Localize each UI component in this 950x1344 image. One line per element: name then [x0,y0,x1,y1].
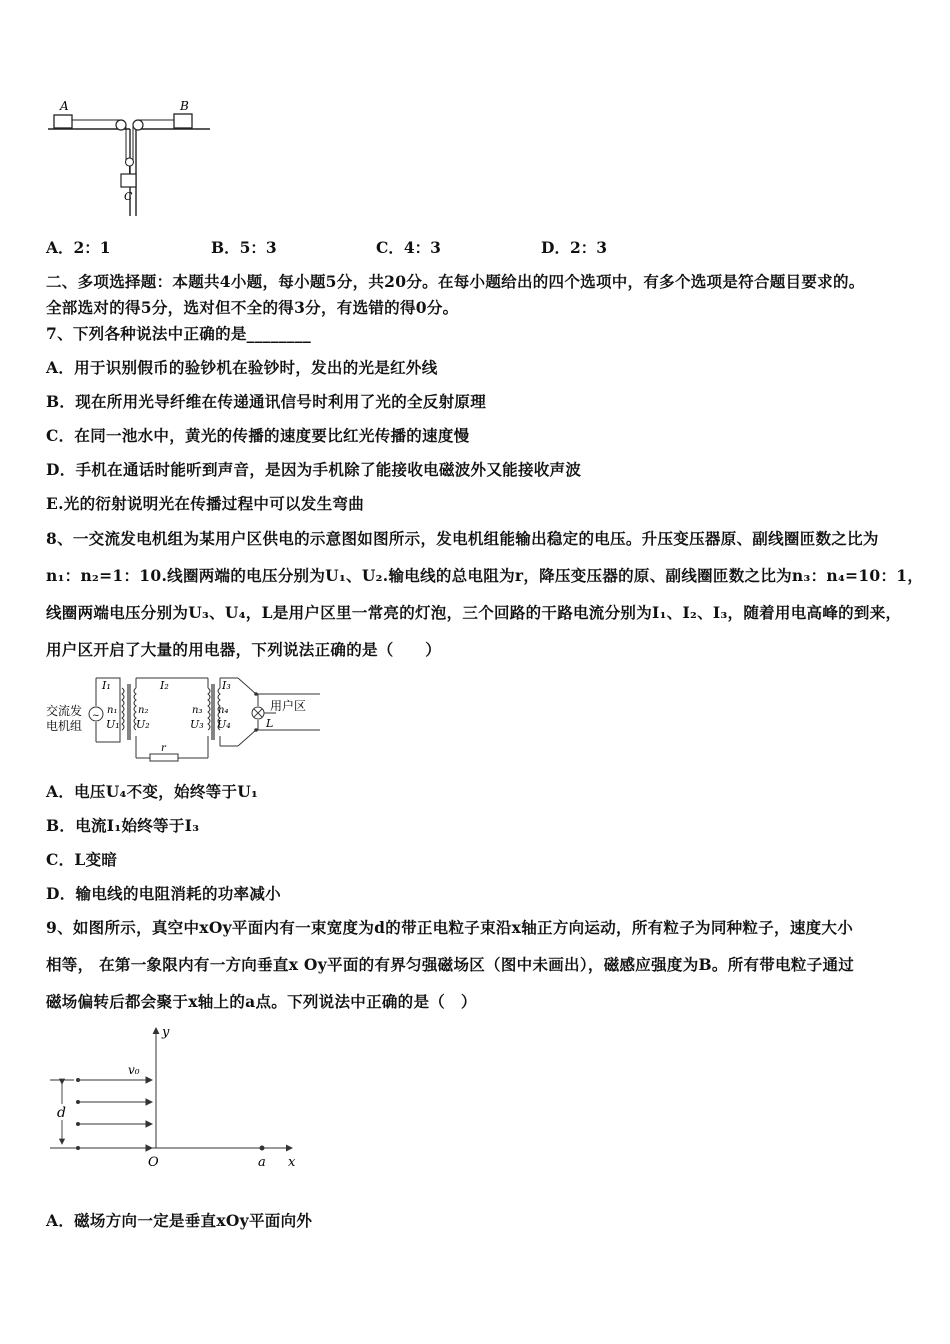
q7-stem: 7、下列各种说法中正确的是________ [46,324,312,343]
q8-option-b[interactable]: B．电流I₁始终等于I₃ [46,816,200,835]
section2-heading: 二、多项选择题：本题共4小题，每小题5分，共20分。在每小题给出的四个选项中，有多个选项是符合题目要求的。 [46,272,865,291]
block-c [121,174,136,187]
q9-stem-3: 磁场偏转后都会聚于x轴上的a点。下列说法中正确的是（ ） [46,992,477,1011]
turns-n4: n₄ [218,705,229,716]
q8-option-c[interactable]: C．L变暗 [46,850,118,869]
current-i2: I₂ [160,679,169,692]
voltage-u1: U₁ [106,718,120,731]
q8-option-a[interactable]: A．电压U₄不变，始终等于U₁ [46,782,259,801]
q7-option-e[interactable]: E.光的衍射说明光在传播过程中可以发生弯曲 [46,494,365,513]
section2-scoring: 全部选对的得5分，选对但不全的得3分，有选错的得0分。 [46,298,459,317]
point-a-label: a [258,1155,266,1170]
label-a: A [60,99,69,113]
line-resistor [150,754,178,761]
block-a [54,115,72,128]
turns-n3: n₃ [192,705,203,716]
q9-stem-2: 相等， 在第一象限内有一方向垂直x Oy平面的有界匀强磁场区（图中未画出），磁感应强度为B。所有带电粒子通过 [46,955,855,974]
pulley-figure [44,96,214,220]
q6-option-d[interactable]: D．2：3 [541,238,608,257]
y-axis-label: y [162,1025,170,1040]
voltage-u2: U₂ [136,718,150,731]
voltage-u3: U₃ [190,718,204,731]
q6-option-b[interactable]: B．5：3 [211,238,277,257]
svg-text:~: ~ [92,711,100,721]
q8-stem-4: 用户区开启了大量的用电器，下列说法正确的是（ ） [46,640,442,659]
velocity-label: v₀ [128,1063,140,1077]
q6-option-c[interactable]: C．4：3 [376,238,441,257]
label-b: B [180,99,189,113]
particle-beam-figure [44,1022,306,1172]
q7-option-d[interactable]: D．手机在通话时能听到声音，是因为手机除了能接收电磁波外又能接收声波 [46,460,582,479]
lamp-label: L [266,717,274,730]
current-i3: I₃ [222,679,231,692]
q6-option-a[interactable]: A．2：1 [46,238,111,257]
q9-option-a[interactable]: A．磁场方向一定是垂直xOy平面向外 [46,1211,313,1230]
q9-stem-1: 9、如图所示，真空中xOy平面内有一束宽度为d的带正电粒子束沿x轴正方向运动，所有粒子为同种粒子，速度大小 [46,918,854,937]
label-c: C [124,190,133,203]
resistance-r: r [161,743,166,754]
block-b [174,114,192,128]
current-i1: I₁ [102,679,111,692]
q7-option-a[interactable]: A．用于识别假币的验钞机在验钞时，发出的光是红外线 [46,358,438,377]
q8-stem-2: n₁：n₂=1：10.线圈两端的电压分别为U₁、U₂.输电线的总电阻为r，降压变压器的原、副线圈匝数之比为n₃：n₄=10：1， [46,566,924,585]
point-a [260,1146,265,1151]
user-area-label: 用户区 [270,699,307,713]
q7-option-c[interactable]: C．在同一池水中，黄光的传播的速度要比红光传播的速度慢 [46,426,470,445]
width-d-label: d [57,1105,66,1121]
generator-label-1: 交流发 [46,704,83,718]
q8-option-d[interactable]: D．输电线的电阻消耗的功率减小 [46,884,281,903]
q8-stem-3: 线圈两端电压分别为U₃、U₄，L是用户区里一常亮的灯泡，三个回路的干路电流分别为I₁、I₂、I₃，随着用电高峰的到来， [46,603,902,622]
voltage-u4: U₄ [217,718,231,731]
q8-stem-1: 8、一交流发电机组为某用户区供电的示意图如图所示，发电机组能输出稳定的电压。升压变压器原、副线圈匝数之比为 [46,529,879,548]
generator-label-2: 电机组 [46,719,83,733]
origin-label: O [148,1155,159,1170]
turns-n2: n₂ [138,705,149,716]
transmission-circuit-figure [44,670,324,766]
q7-option-b[interactable]: B．现在所用光导纤维在传递通讯信号时利用了光的全反射原理 [46,392,487,411]
x-axis-label: x [288,1155,296,1170]
turns-n1: n₁ [107,705,118,716]
